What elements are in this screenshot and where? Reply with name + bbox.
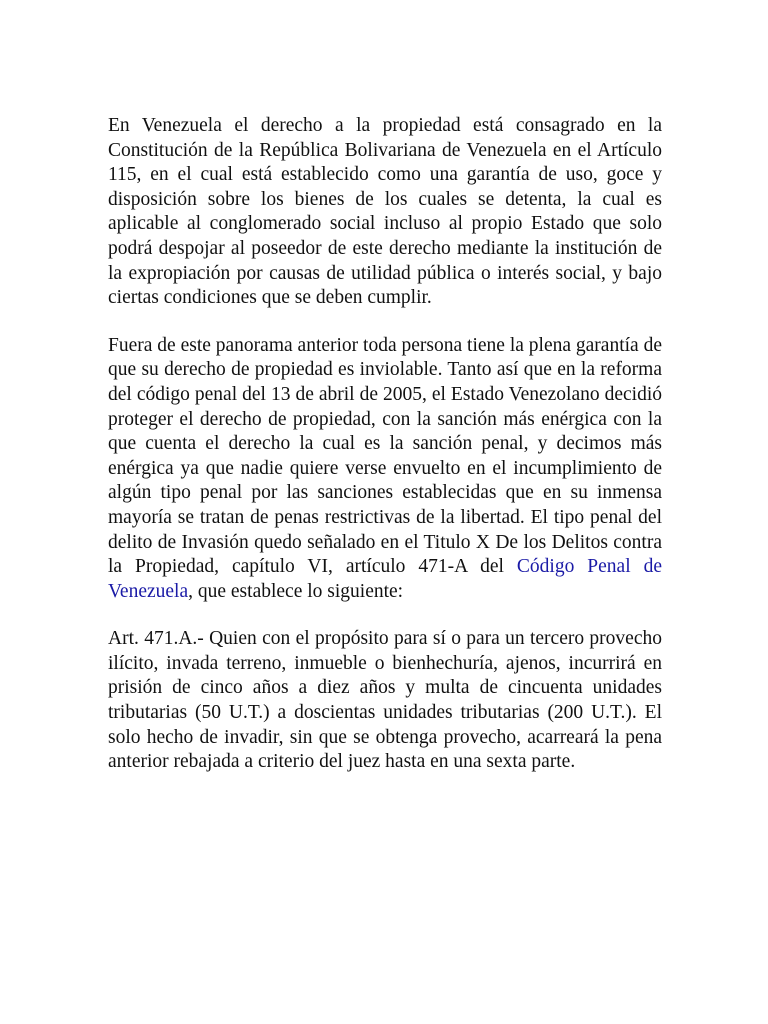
paragraph-constitution-text: En Venezuela el derecho a la propiedad está consagrado en la Constitución de la República Bolivariana de Venezuela en el Artículo 115, en el cual está establecido como una garantía de uso, goce y disposición sobre los bienes de los cuales se detenta, la cual es aplicable al conglomerado social incluso al propio Estado que solo podrá despojar al poseedor de este derecho mediante la institución de la expropiación por causas de utilidad pública o interés social, y bajo ciertas condiciones que se deben cumplir.: [108, 115, 662, 309]
paragraph-penal-code: [108, 334, 662, 605]
paragraph-penal-code-tail: , que establece lo siguiente:: [188, 580, 404, 602]
paragraph-constitution: [108, 114, 662, 311]
document-body: [108, 114, 662, 798]
codigo-penal-link[interactable]: Código Penal de Venezuela: [108, 556, 662, 602]
paragraph-penal-code-text: Fuera de este panorama anterior toda persona tiene la plena garantía de que su derecho de propiedad es inviolable. Tanto así que en la reforma del código penal del 13 de abril de 2005, el Estado Venezolano decidió proteger el derecho de propiedad, con la sanción más enérgica con la que cuenta el derecho la cual es la sanción penal, y decimos más enérgica ya que nadie quiere verse envuelto en el incumplimiento de algún tipo penal por las sanciones establecidas que en su inmensa mayoría se tratan de penas restrictivas de la libertad. El tipo penal del delito de Invasión quedo señalado en el Titulo X De los Delitos contra la Propiedad, capítulo VI, artículo 471-A del: [108, 334, 662, 578]
paragraph-article-471a: [108, 627, 662, 775]
paragraph-article-471a-text: Art. 471.A.- Quien con el propósito para sí o para un tercero provecho ilícito, invada terreno, inmueble o bienhechuría, ajenos, incurrirá en prisión de cinco años a diez años y multa de cincuenta unidades tributarias (50 U.T.) a doscientas unidades tributarias (200 U.T.). El solo hecho de invadir, sin que se obtenga provecho, acarreará la pena anterior rebajada a criterio del juez hasta en una sexta parte.: [108, 628, 662, 773]
